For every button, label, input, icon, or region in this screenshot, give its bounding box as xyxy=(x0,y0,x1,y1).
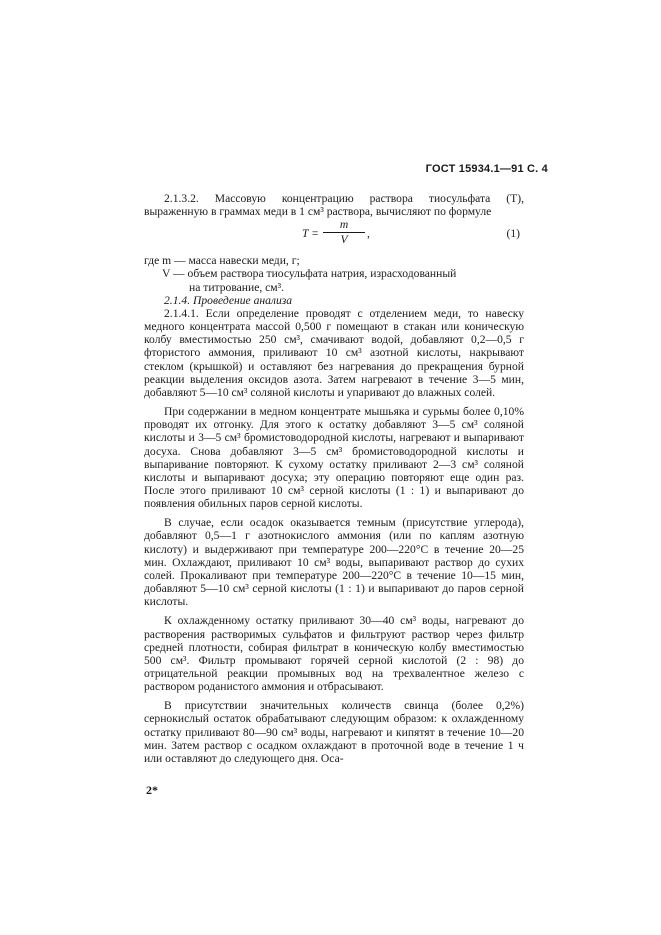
paragraph-cooled-residue: К охлажденному остатку приливают 30—40 см³ воды, нагревают до растворения растворимых сульфатов и фильтруют раствор через фильтр средней плотности, собирая фильтрат в коническую колбу вместимостью 500 см³. Фильтр промывают горячей серной кислотой (2 : 98) до отрицательной реакции промывных вод на трехвалентное железо с раствором роданистого аммония и отбрасывают. xyxy=(144,614,524,694)
formula-comma: , xyxy=(367,227,370,241)
formula-denominator: V xyxy=(340,233,348,247)
signature-mark: 2* xyxy=(146,783,158,797)
where-m: где m — масса навески меди, г; xyxy=(144,254,300,268)
paragraph-arsenic-antimony: При содержании в медном концентрате мышьяка и сурьмы более 0,10% проводят их отгонку. Для этого к остатку добавляют 3—5 см³ соляной кислоты и 3—5 см³ бромистоводородной кислоты, нагревают и выпаривают досуха. Снова добавляют 3—5 см³ бромистоводородной кислоты и выпаривание повторяют. К сухому остатку приливают 2—3 см³ соляной кислоты и выпаривают досуха; эту операцию повторяют еще один раз. После этого приливают 10 см³ серной кислоты (1 : 1) и выпаривают до появления обильных паров серной кислоты. xyxy=(144,405,524,511)
where-v-cont: на титрование, см³. xyxy=(189,280,284,294)
formula-1 xyxy=(144,218,524,247)
formula-fraction xyxy=(323,219,365,246)
clause-2-1-4-heading: 2.1.4. Проведение анализа xyxy=(164,293,293,307)
clause-2-1-4-1: 2.1.4.1. Если определение проводят с отделением меди, то навеску медного концентрата массой 0,500 г помещают в стакан или коническую колбу вместимостью 250 см³, смачивают водой, добавляют 0,2—0,5 г фтористого аммония, приливают 10 см³ азотной кислоты, накрывают стеклом (крышкой) и оставляют без нагревания до прекращения бурной реакции выделения оксидов азота. Затем нагревают в течение 3—5 мин, добавляют 5—10 см³ соляной кислоты и упаривают до влажных солей. xyxy=(144,306,524,399)
clause-2-1-3-2: 2.1.3.2. Массовую концентрацию раствора тиосульфата (T), выраженную в граммах меди в 1 см³ раствора, вычисляют по формуле xyxy=(144,192,524,219)
page-header: ГОСТ 15934.1—91 С. 4 xyxy=(425,163,548,175)
where-v: V — объем раствора тиосульфата натрия, израсходованный xyxy=(162,267,457,281)
formula-numerator: m xyxy=(323,219,365,233)
paragraph-lead: В присутствии значительных количеств свинца (более 0,2%) сернокислый остаток обрабатывают следующим образом: к охлажденному остатку приливают 80—90 см³ воды, нагревают и кипятят в течение 10—20 мин. Затем раствор с осадком охлаждают в проточной воде в течение 1 ч или оставляют до следующего дня. Оса- xyxy=(144,699,524,765)
paragraph-dark-residue: В случае, если осадок оказывается темным (присутствие углерода), добавляют 0,5—1 г азотнокислого аммония (или по каплям азотную кислоту) и выдерживают при температуре 200—220°С в течение 20—25 мин. Охлаждают, приливают 10 см³ воды, выпаривают раствор до сухих солей. Прокаливают при температуре 200—220°С в течение 10—15 мин, добавляют 5—10 см³ серной кислоты (1 : 1) и выпаривают до паров серной кислоты. xyxy=(144,516,524,609)
formula-lhs: T = xyxy=(302,227,319,241)
formula-number: (1) xyxy=(506,227,520,241)
document-body xyxy=(144,192,524,765)
